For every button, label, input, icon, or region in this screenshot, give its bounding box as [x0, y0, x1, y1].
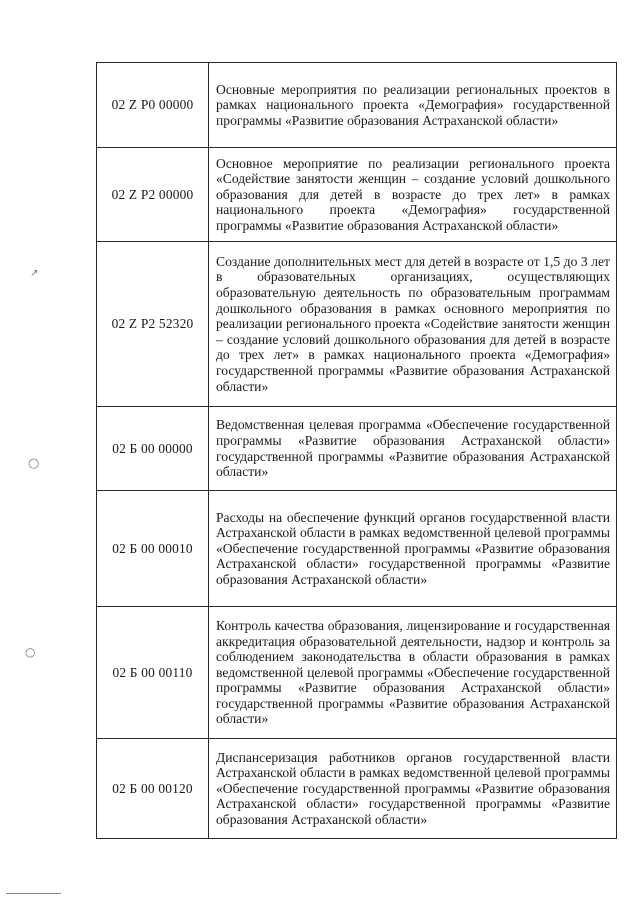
table-row [97, 63, 617, 148]
budget-classification-table [96, 62, 617, 839]
table-row [97, 407, 617, 491]
classification-description: Диспансеризация работников органов государственной власти Астраханской области в рамках ведомственной целевой программы «Обеспечение государственной программы «Развитие образования Астраханской области» государственной программы «Развитие образования Астраханской области» [209, 739, 617, 839]
table-row [97, 607, 617, 739]
table-row [97, 148, 617, 242]
classification-code: 02 Z P2 00000 [97, 148, 209, 242]
classification-code: 02 Б 00 00000 [97, 407, 209, 491]
classification-description: Расходы на обеспечение функций органов государственной власти Астраханской области в рамках ведомственной целевой программы «Обеспечение государственной программы «Развитие образования Астраханской области» государственной программы «Развитие образования Астраханской области» [209, 491, 617, 607]
hole-punch-mark-icon: ↗ [30, 268, 39, 279]
hole-punch-mark-icon: ○ [25, 645, 36, 659]
table-row [97, 739, 617, 839]
footer-rule [6, 893, 61, 894]
classification-code: 02 Б 00 00110 [97, 607, 209, 739]
classification-description: Контроль качества образования, лицензирование и государственная аккредитация образовательной деятельности, надзор и контроль за соблюдением законодательства в области образования в рамках ведомственной целевой программы «Обеспечение государственной программы «Развитие образования Астраханской области» государственной программы «Развитие образования Астраханской области» [209, 607, 617, 739]
table-row [97, 242, 617, 407]
classification-code: 02 Z P0 00000 [97, 63, 209, 148]
classification-code: 02 Б 00 00010 [97, 491, 209, 607]
classification-description: Основные мероприятия по реализации региональных проектов в рамках национального проекта «Демография» государственной программы «Развитие образования Астраханской области» [209, 63, 617, 148]
classification-description: Создание дополнительных мест для детей в возрасте от 1,5 до 3 лет в образовательных организациях, осуществляющих образовательную деятельность по образовательным программам дошкольного образования в рамках основного мероприятия по реализации регионального проекта «Содействие занятости женщин – создание условий дошкольного образования для детей в возрасте до трех лет» в рамках национального проекта «Демография» государственной программы «Развитие образования Астраханской области» [209, 242, 617, 407]
classification-description: Ведомственная целевая программа «Обеспечение государственной программы «Развитие образования Астраханской области» государственной программы «Развитие образования Астраханской области» [209, 407, 617, 491]
table-row [97, 491, 617, 607]
classification-description: Основное мероприятие по реализации регионального проекта «Содействие занятости женщин – создание условий дошкольного образования для детей в возрасте до трех лет» в рамках национального проекта «Демография» государственной программы «Развитие образования Астраханской области» [209, 148, 617, 242]
hole-punch-mark-icon: ○ [28, 456, 40, 471]
classification-code: 02 Б 00 00120 [97, 739, 209, 839]
classification-code: 02 Z P2 52320 [97, 242, 209, 407]
